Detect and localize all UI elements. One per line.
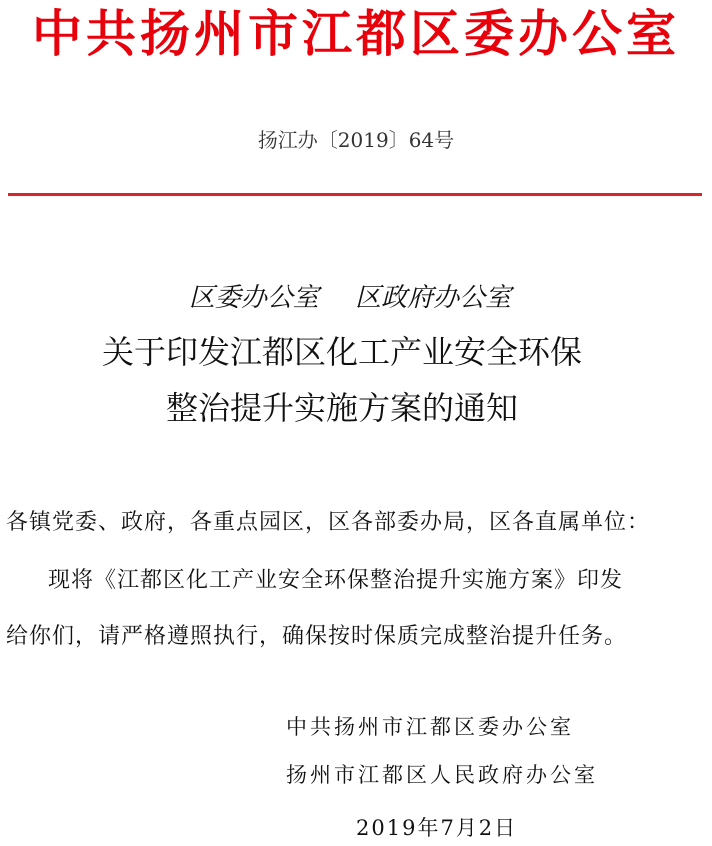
red-divider-line	[8, 193, 702, 196]
document-title-line-2: 整治提升实施方案的通知	[165, 389, 518, 427]
body-paragraph-line-1: 现将《江都区化工产业安全环保整治提升实施方案》印发	[48, 568, 624, 593]
body-paragraph-line-2: 给你们，请严格遵照执行，确保按时保质完成整治提升任务。	[6, 624, 628, 649]
document-title-line-1: 关于印发江都区化工产业安全环保	[101, 333, 582, 371]
document-number: 扬江办〔2019〕64号	[257, 128, 455, 152]
masthead-title: 中共扬州市江都区委办公室	[32, 5, 680, 63]
issuer-party-office: 区委办公室	[188, 283, 319, 313]
signature-issuer-2: 扬州市江都区人民政府办公室	[286, 763, 598, 787]
issuing-offices	[0, 280, 700, 316]
signature-issuer-1: 中共扬州市江都区委办公室	[286, 715, 574, 739]
issuer-government-office: 区政府办公室	[355, 283, 512, 313]
salutation: 各镇党委、政府，各重点园区，区各部委办局，区各直属单位：	[6, 510, 651, 535]
signature-date: 2019年7月2日	[356, 816, 518, 840]
